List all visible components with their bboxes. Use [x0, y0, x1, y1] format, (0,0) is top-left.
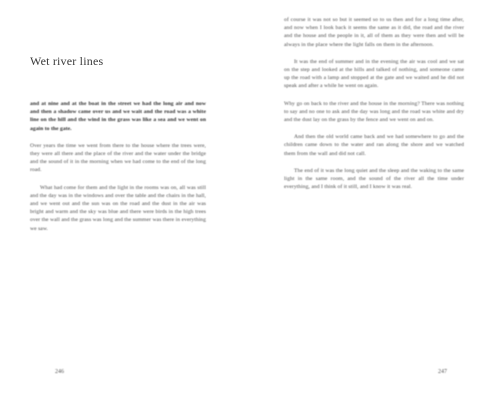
page-number: 247: [438, 369, 447, 375]
page-number: 246: [55, 369, 64, 375]
chapter-title: Wet river lines: [30, 54, 104, 68]
right-page-body: [284, 16, 464, 200]
paragraph: It was the end of summer and in the evening the air was cool and we sat on the step and looked at the hills and talked of nothing, and someone came up the road with a lamp and stopped at the gate and we waited and he did not speak and after a while he went on again.: [284, 58, 464, 90]
right-page: [250, 0, 500, 400]
paragraph: And then the old world came back and we had somewhere to go and the children came down to the water and ran along the shore and we watched them from the wall and did not call.: [284, 134, 464, 157]
left-page-body: [30, 100, 206, 242]
paragraph: What had come for them and the light in the rooms was on, all was still and the day was in the windows and over the table and the chairs in the hall, and we went out and the sun was on the road and the dust in the air was bright and warm and the sky was blue and there were birds in the high trees over the wall and the grass was long and the summer was there in everything we saw.: [30, 184, 206, 232]
paragraph: of course it was not so but it seemed so to us then and for a long time after, and now when I look back it seems the same as it did, the road and the river and the house and the people in it, all of them as they were then and will be always in the place where the light falls on them in the afternoon.: [284, 17, 464, 48]
paragraph: Why go on back to the river and the house in the morning? There was nothing to say and no one to ask and the day was long and the road was white and dry and the dust lay on the grass by the fence and we went on and on.: [284, 100, 464, 124]
paragraph: The end of it was the long quiet and the sleep and the waking to the same light in the same room, and the sound of the river all the time under everything, and I think of it still, and I know it was real.: [284, 167, 464, 191]
paragraph: Over years the time we went from there to the house where the trees were, they were all there and the place of the river and the water under the bridge and the sound of it in the morning when we had come to the end of the long road.: [30, 142, 206, 174]
paragraph: and at nine and at the boat in the street we had the long air and now and then a shadow came over us and we wait and the road was a white line on the hill and the wind in the grass was like a sea and we went on again to the gate.: [30, 101, 206, 132]
